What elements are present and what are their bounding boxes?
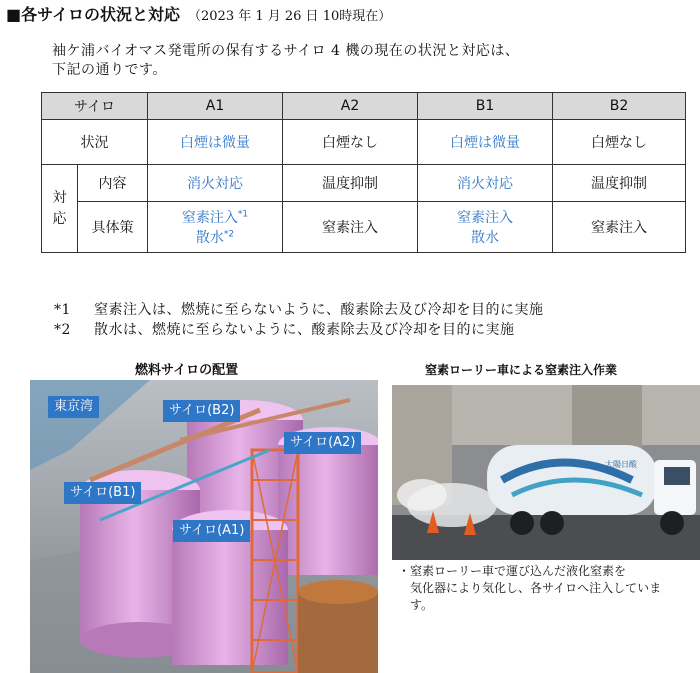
status-a2: 白煙なし: [283, 120, 418, 165]
response-label: [42, 165, 78, 253]
intro-line-2: 下記の通りです。: [52, 62, 167, 78]
measure-label: 具体策: [78, 202, 148, 253]
footnote-text-2: 散水は、燃焼に至らないように、酸素除去及び冷却を目的に実施: [94, 322, 515, 338]
table-row-measures: [42, 202, 686, 253]
table-row-content: [42, 165, 686, 202]
measure-a1-water: 散水: [195, 230, 224, 246]
content-b2: 温度抑制: [553, 165, 686, 202]
label-tokyo-bay: 東京湾: [48, 396, 99, 418]
intro-line-1: 袖ケ浦バイオマス発電所の保有するサイロ 4 機の現在の状況と対応は、: [52, 43, 520, 59]
label-silo-b2: サイロ(B2): [163, 400, 240, 422]
note-ref-1: *1: [237, 209, 249, 220]
measure-a1-line-1: [148, 207, 282, 227]
footnote-text-1: 窒素注入は、燃焼に至らないように、酸素除去及び冷却を目的に実施: [94, 302, 544, 318]
measure-b1-line-1: 窒素注入: [457, 210, 513, 226]
header-silo-label: サイロ: [42, 93, 148, 120]
measure-b1-line-2: 散水: [471, 230, 499, 246]
caption-line-2: 気化器により気化し、各サイロへ注入していま: [410, 581, 662, 595]
heading-date: （2023 年 1 月 26 日 10時現在）: [188, 9, 392, 24]
intro-text: [52, 42, 519, 80]
silo-status-table: [41, 92, 686, 253]
status-b2: 白煙なし: [553, 120, 686, 165]
silo-layout-title: 燃料サイロの配置: [135, 363, 239, 378]
content-label: 内容: [78, 165, 148, 202]
caption-line-1: ・窒素ローリー車で運び込んだ液化窒素を: [398, 564, 627, 578]
caption-line-3: す。: [410, 598, 434, 612]
status-b1: 白煙は微量: [418, 120, 553, 165]
truck-brand-logo: 大陽日酸: [605, 460, 637, 469]
page-heading: [6, 2, 391, 25]
label-silo-b1: サイロ(B1): [64, 482, 141, 504]
content-b1: 消火対応: [418, 165, 553, 202]
header-silo-a2: A2: [283, 93, 418, 120]
measure-a1-line-2: [148, 227, 282, 247]
content-a1: 消火対応: [148, 165, 283, 202]
truck-scene-illustration: [392, 385, 700, 560]
measure-b1: [418, 202, 553, 253]
footnote-1: [54, 300, 544, 320]
measure-a2: 窒素注入: [283, 202, 418, 253]
header-silo-b2: B2: [553, 93, 686, 120]
status-a1: 白煙は微量: [148, 120, 283, 165]
footnote-mark-1: *1: [54, 302, 71, 318]
nitrogen-truck-photo: [392, 385, 700, 560]
response-label-char-2: 応: [52, 210, 67, 227]
truck-caption: [398, 563, 698, 614]
note-ref-2: *2: [223, 229, 235, 240]
measure-b2: 窒素注入: [553, 202, 686, 253]
footnotes: [54, 300, 544, 340]
content-a2: 温度抑制: [283, 165, 418, 202]
nitrogen-truck-title: 窒素ローリー車による窒素注入作業: [425, 363, 618, 377]
silo-layout-diagram: [30, 380, 378, 673]
table-header-row: [42, 93, 686, 120]
label-silo-a1: サイロ(A1): [173, 520, 250, 542]
response-label-char-1: 対: [52, 189, 67, 206]
heading-title: ■各サイロの状況と対応: [6, 5, 180, 24]
measure-a1-nitrogen: 窒素注入: [181, 210, 238, 226]
footnote-mark-2: *2: [54, 322, 71, 338]
header-silo-b1: B1: [418, 93, 553, 120]
measure-a1: [148, 202, 283, 253]
footnote-2: [54, 320, 544, 340]
status-label: 状況: [42, 120, 148, 165]
label-silo-a2: サイロ(A2): [284, 432, 361, 454]
header-silo-a1: A1: [148, 93, 283, 120]
table-row-status: [42, 120, 686, 165]
